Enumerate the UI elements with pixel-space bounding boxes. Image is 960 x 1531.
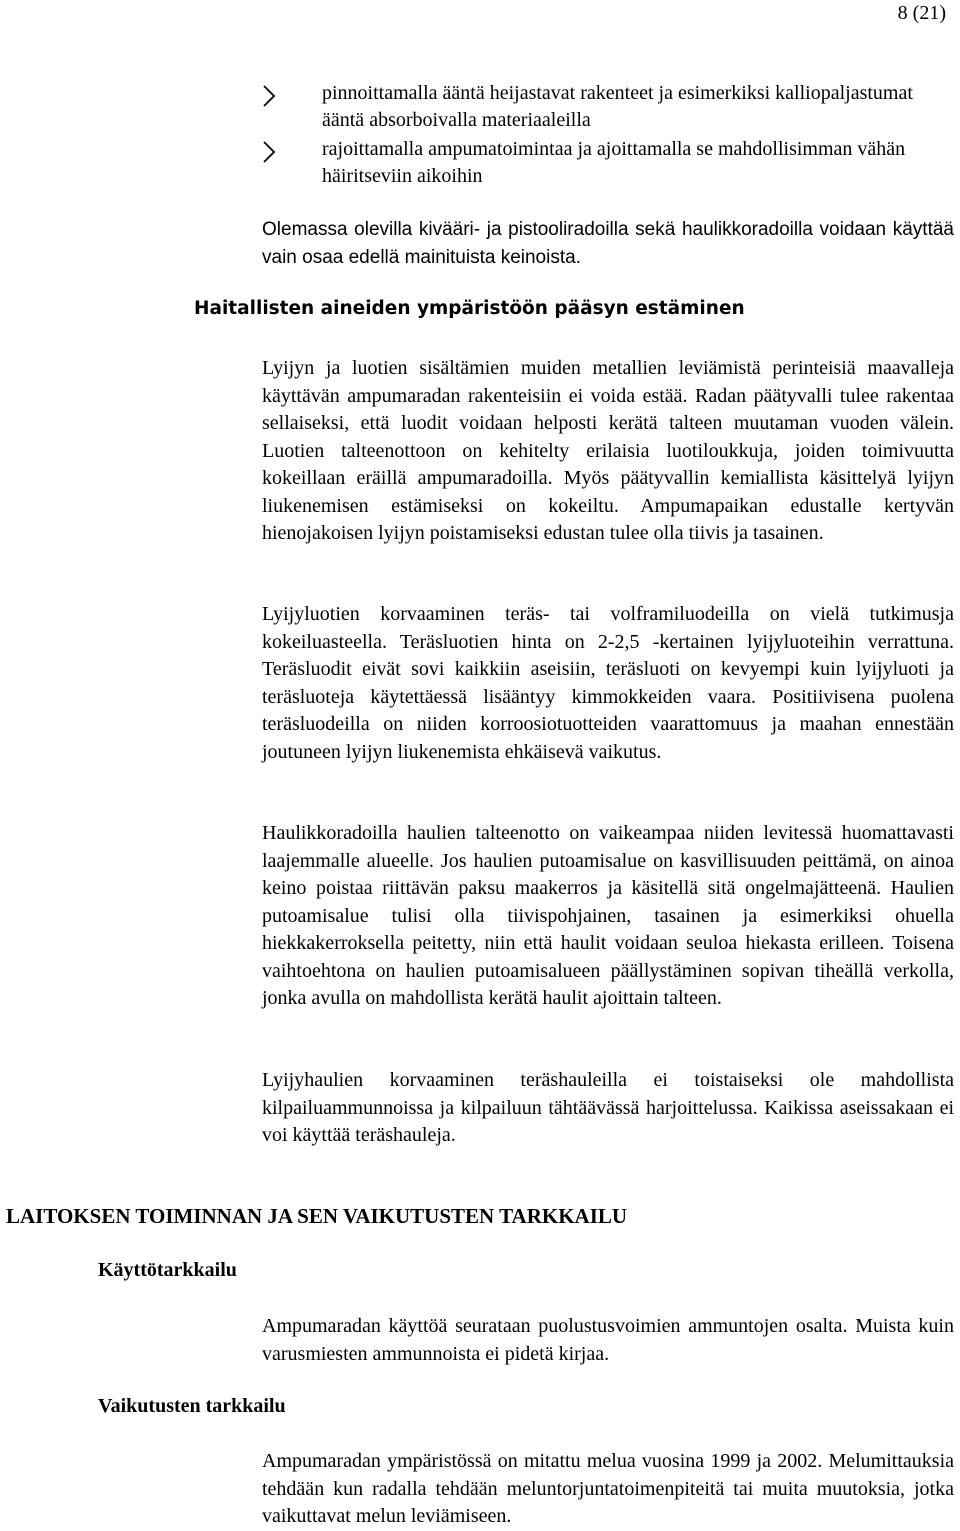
intro-paragraph: Olemassa olevilla kivääri- ja pistooliradoilla sekä haulikkoradoilla voidaan käyttää vain osaa edellä mainituista keinoista. [262, 219, 954, 268]
section-text: Ampumaradan käyttöä seurataan puolustusvoimien ammuntojen osalta. Muista kuin varusmiesten ammunnoista ei pidetä kirjaa. [262, 1315, 954, 1365]
bullet-list [262, 80, 954, 190]
bullet-arrow-icon [262, 85, 276, 107]
list-item-text: pinnoittamalla ääntä heijastavat rakenteet ja esimerkiksi kalliopaljastumat ääntä absorboivalla materiaaleilla [322, 82, 913, 131]
paragraph: Haulikkoradoilla haulien talteenotto on vaikeampaa niiden levitessä huomattavasti laajemmalle alueelle. Jos haulien putoamisalue on kasvillisuuden peittämä, on ainoa keino poistaa riittävän paksu maakerros ja käsitellä sitä ongelmajätteenä. Haulien putoamisalue tulisi olla tiivispohjainen, tasainen ja esimerkiksi ohuella hiekkakerroksella peitetty, niin että haulit voidaan seuloa hiekasta erilleen. Toisena vaihtoehtona on haulien putoamisalueen päällystäminen sopivan tiheällä verkolla, jonka avulla on mahdollista kerätä haulit ajoittain talteen. [262, 822, 954, 1009]
paragraph: Lyijyluotien korvaaminen teräs- tai volframiluodeilla on vielä tutkimusja kokeiluasteella. Teräsluotien hinta on 2-2,5 -kertainen lyijyluoteihin verrattuna. Teräsluodit eivät sovi kaikkiin aseisiin, teräsluoti on kevyempi kuin lyijyluoti ja teräsluoteja käytettäessä lisääntyy kimmokkeiden vaara. Positiivisena puolena teräsluodeilla on niiden korroosiotuotteiden vaarattomuus ja maahan ennestään joutuneen lyijyn liukenemista ehkäisevä vaikutus. [262, 603, 954, 763]
paragraph: Lyijyn ja luotien sisältämien muiden metallien leviämistä perinteisiä maavalleja käyttävän ampumaradan rakenteisiin ei voida estää. Radan päätyvalli tulee rakentaa sellaiseksi, että luodit voidaan helposti kerätä talteen muutaman vuoden välein. Luotien talteenottoon on kehitelty erilaisia luotiloukkuja, joiden toimivuutta kokeillaan eräillä ampumaradoilla. Myös päätyvallin kemiallista käsittelyä lyijyn liukenemisen estämiseksi on kokeiltu. Ampumapaikan edustalle kertyvän hienojakoisen lyijyn poistamiseksi edustan tulee olla tiivis ja tasainen. [262, 357, 954, 544]
bullet-arrow-icon [262, 141, 276, 163]
paragraph: Lyijyhaulien korvaaminen teräshauleilla ei toistaiseksi ole mahdollista kilpailuammunnoissa ja kilpailuun tähtäävässä harjoittelussa. Kaikissa aseissakaan ei voi käyttää teräshauleja. [262, 1069, 954, 1146]
section-subheading: Haitallisten aineiden ympäristöön pääsyn estäminen [194, 298, 745, 319]
list-item [262, 80, 954, 134]
list-item [262, 136, 954, 190]
section-heading-vaikutusten-tarkkailu: Vaikutusten tarkkailu [98, 1395, 286, 1417]
page-number: 8 (21) [897, 2, 946, 24]
list-item-text: rajoittamalla ampumatoimintaa ja ajoittamalla se mahdollisimman vähän häiritseviin aikoihin [322, 138, 906, 187]
section-heading-kayttotarkkailu: Käyttötarkkailu [98, 1259, 237, 1281]
section-text: Ampumaradan ympäristössä on mitattu melua vuosina 1999 ja 2002. Melumittauksia tehdään kun radalla tehdään meluntorjuntatoimenpiteitä tai muita muutoksia, jotka vaikuttavat melun leviämiseen. [262, 1450, 954, 1527]
main-heading: LAITOKSEN TOIMINNAN JA SEN VAIKUTUSTEN TARKKAILU [6, 1204, 628, 1228]
